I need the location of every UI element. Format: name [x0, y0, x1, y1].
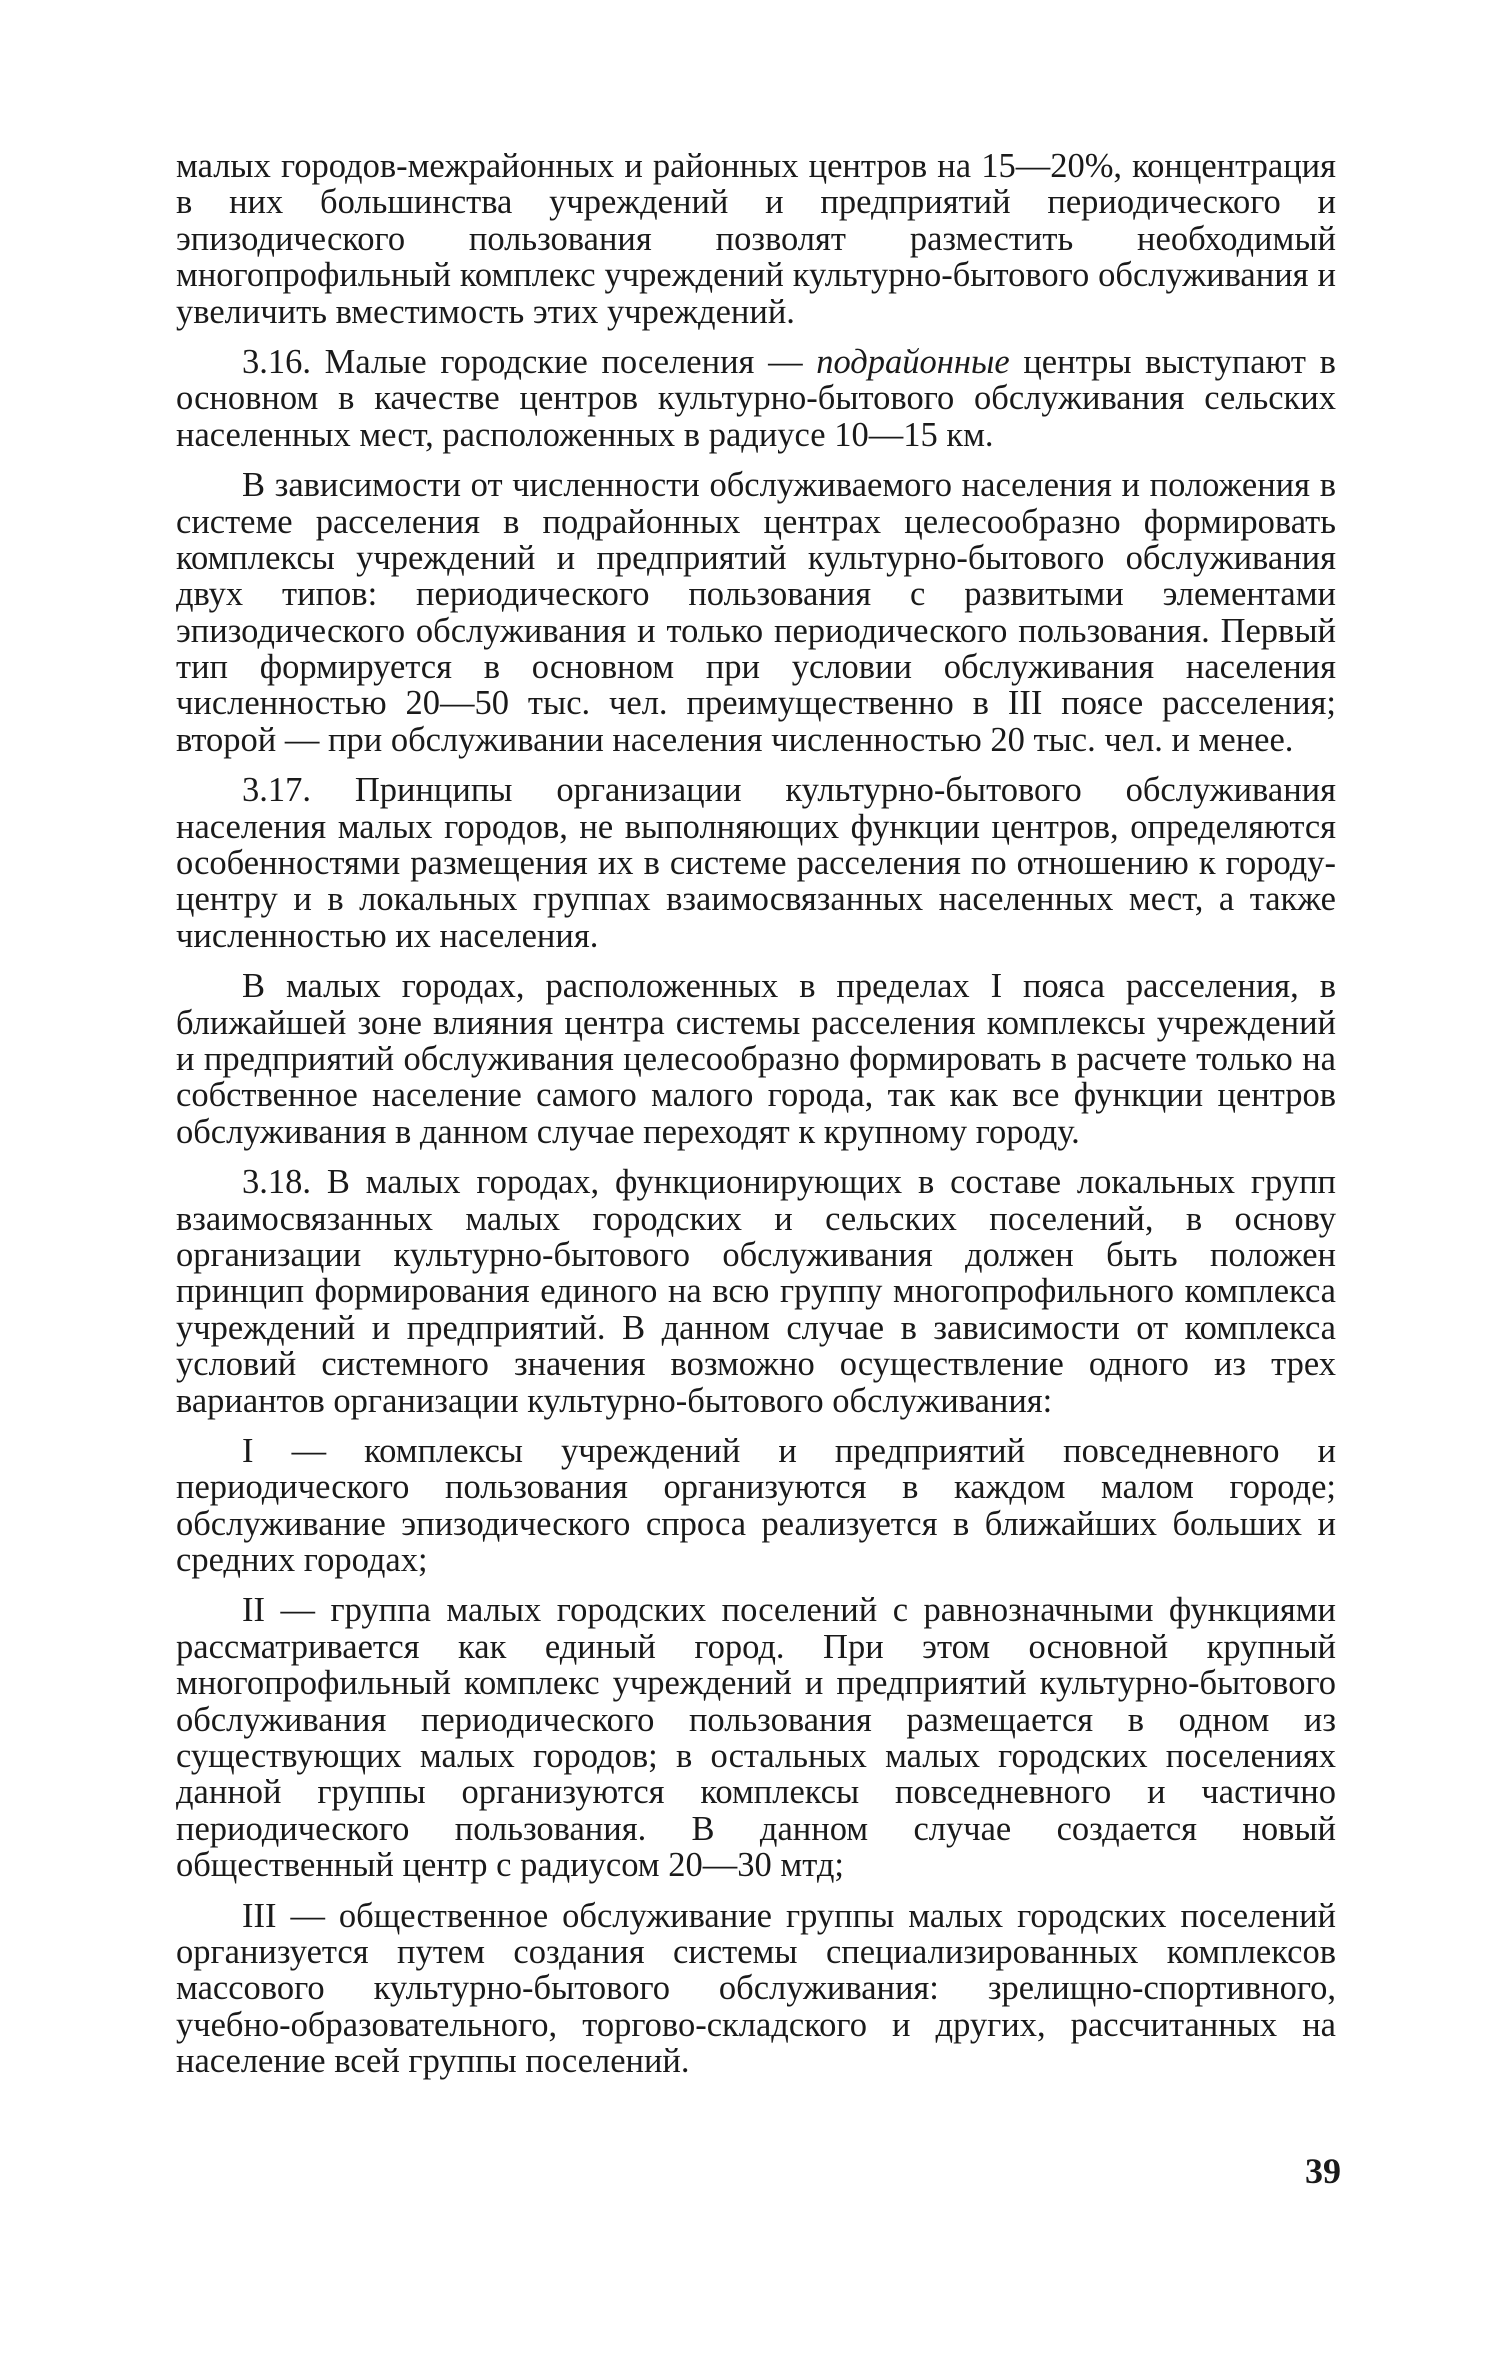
section-number-3-18: 3.18.: [242, 1163, 311, 1202]
paragraph-continuation: малых городов-межрайонных и районных центров на 15—20%, концентрация в них большинства учреждений и предприятий периодического и эпизодического пользования позволят разместить необходимый многопрофильный комплекс учреждений культурно-бытового обслуживания и увеличить вместимость этих учреждений.: [176, 147, 1336, 331]
paragraph-3-17-text: Принципы организации культурно-бытового обслуживания населения малых городов, не выполняющих функции центров, определяются особенностями размещения их в системе расселения по отношению к городу-центру и в локальных группах взаимосвязанных населенных мест, а также численностью их населения.: [176, 771, 1336, 955]
variant-iii: III — общественное обслуживание группы малых городских поселений организуется путем создания системы специализированных комплексов массового культурно-бытового обслуживания: зрелищно-спортивного, учебно-образовательного, торгово-складского и других, рассчитанных на население всей группы поселений.: [176, 1896, 1336, 2081]
paragraph-3-16: [176, 344, 1336, 453]
paragraph-subrayon-centers: В зависимости от численности обслуживаемого населения и положения в системе расселения в подрайонных центрах целесообразно формировать комплексы учреждений и предприятий культурно-бытового обслуживания двух типов: периодического пользования с развитыми элементами эпизодического обслуживания и только периодического пользования. Первый тип формируется в основном при условии обслуживания населения численностью 20—50 тыс. чел. преимущественно в III поясе расселения; второй — при обслуживании населения численностью 20 тыс. чел. и менее.: [176, 466, 1336, 759]
page-number: 39: [1305, 2151, 1341, 2191]
paragraph-3-18-text: В малых городах, функционирующих в составе локальных групп взаимосвязанных малых городских и сельских поселений, в основу организации культурно-бытового обслуживания должен быть положен принцип формирования единого на всю группу многопрофильного комплекса учреждений и предприятий. В данном случае в зависимости от комплекса условий системного значения возможно осуществление одного из трех вариантов организации культурно-бытового обслуживания:: [176, 1163, 1336, 1420]
paragraph-3-17: [176, 772, 1336, 954]
variant-ii: II — группа малых городских поселений с равнозначными функциями рассматривается как единый город. При этом основной крупный многопрофильный комплекс учреждений и предприятий культурно-бытового обслуживания периодического пользования размещается в одном из существующих малых городов; в остальных малых городских поселениях данной группы организуются комплексы повседневного и частично периодического пользования. В данном случае создается новый общественный центр с радиусом 20—30 мтд;: [176, 1591, 1336, 1885]
variant-i: I — комплексы учреждений и предприятий повседневного и периодического пользования организуются в каждом малом городе; обслуживание эпизодического спроса реализуется в ближайших больших и средних городах;: [176, 1431, 1336, 1580]
section-number-3-17: 3.17.: [242, 771, 311, 810]
paragraph-3-16-emphasis: подрайонные: [816, 342, 1010, 381]
paragraph-3-16-text-end: центры выступают в основном в качестве центров культурно-бытового обслуживания сельских населенных мест, расположенных в радиусе 10—15 км.: [176, 342, 1336, 454]
paragraph-3-16-text-start: Малые городские поселения —: [311, 342, 817, 381]
paragraph-first-belt: В малых городах, расположенных в пределах I пояса расселения, в ближайшей зоне влияния центра системы расселения комплексы учреждений и предприятий обслуживания целесообразно формировать в расчете только на собственное население самого малого города, так как все функции центров обслуживания в данном случае переходят к крупному городу.: [176, 967, 1336, 1151]
section-number-3-16: 3.16.: [242, 342, 311, 381]
paragraph-3-18: [176, 1164, 1336, 1419]
page-text: [176, 148, 1336, 2094]
